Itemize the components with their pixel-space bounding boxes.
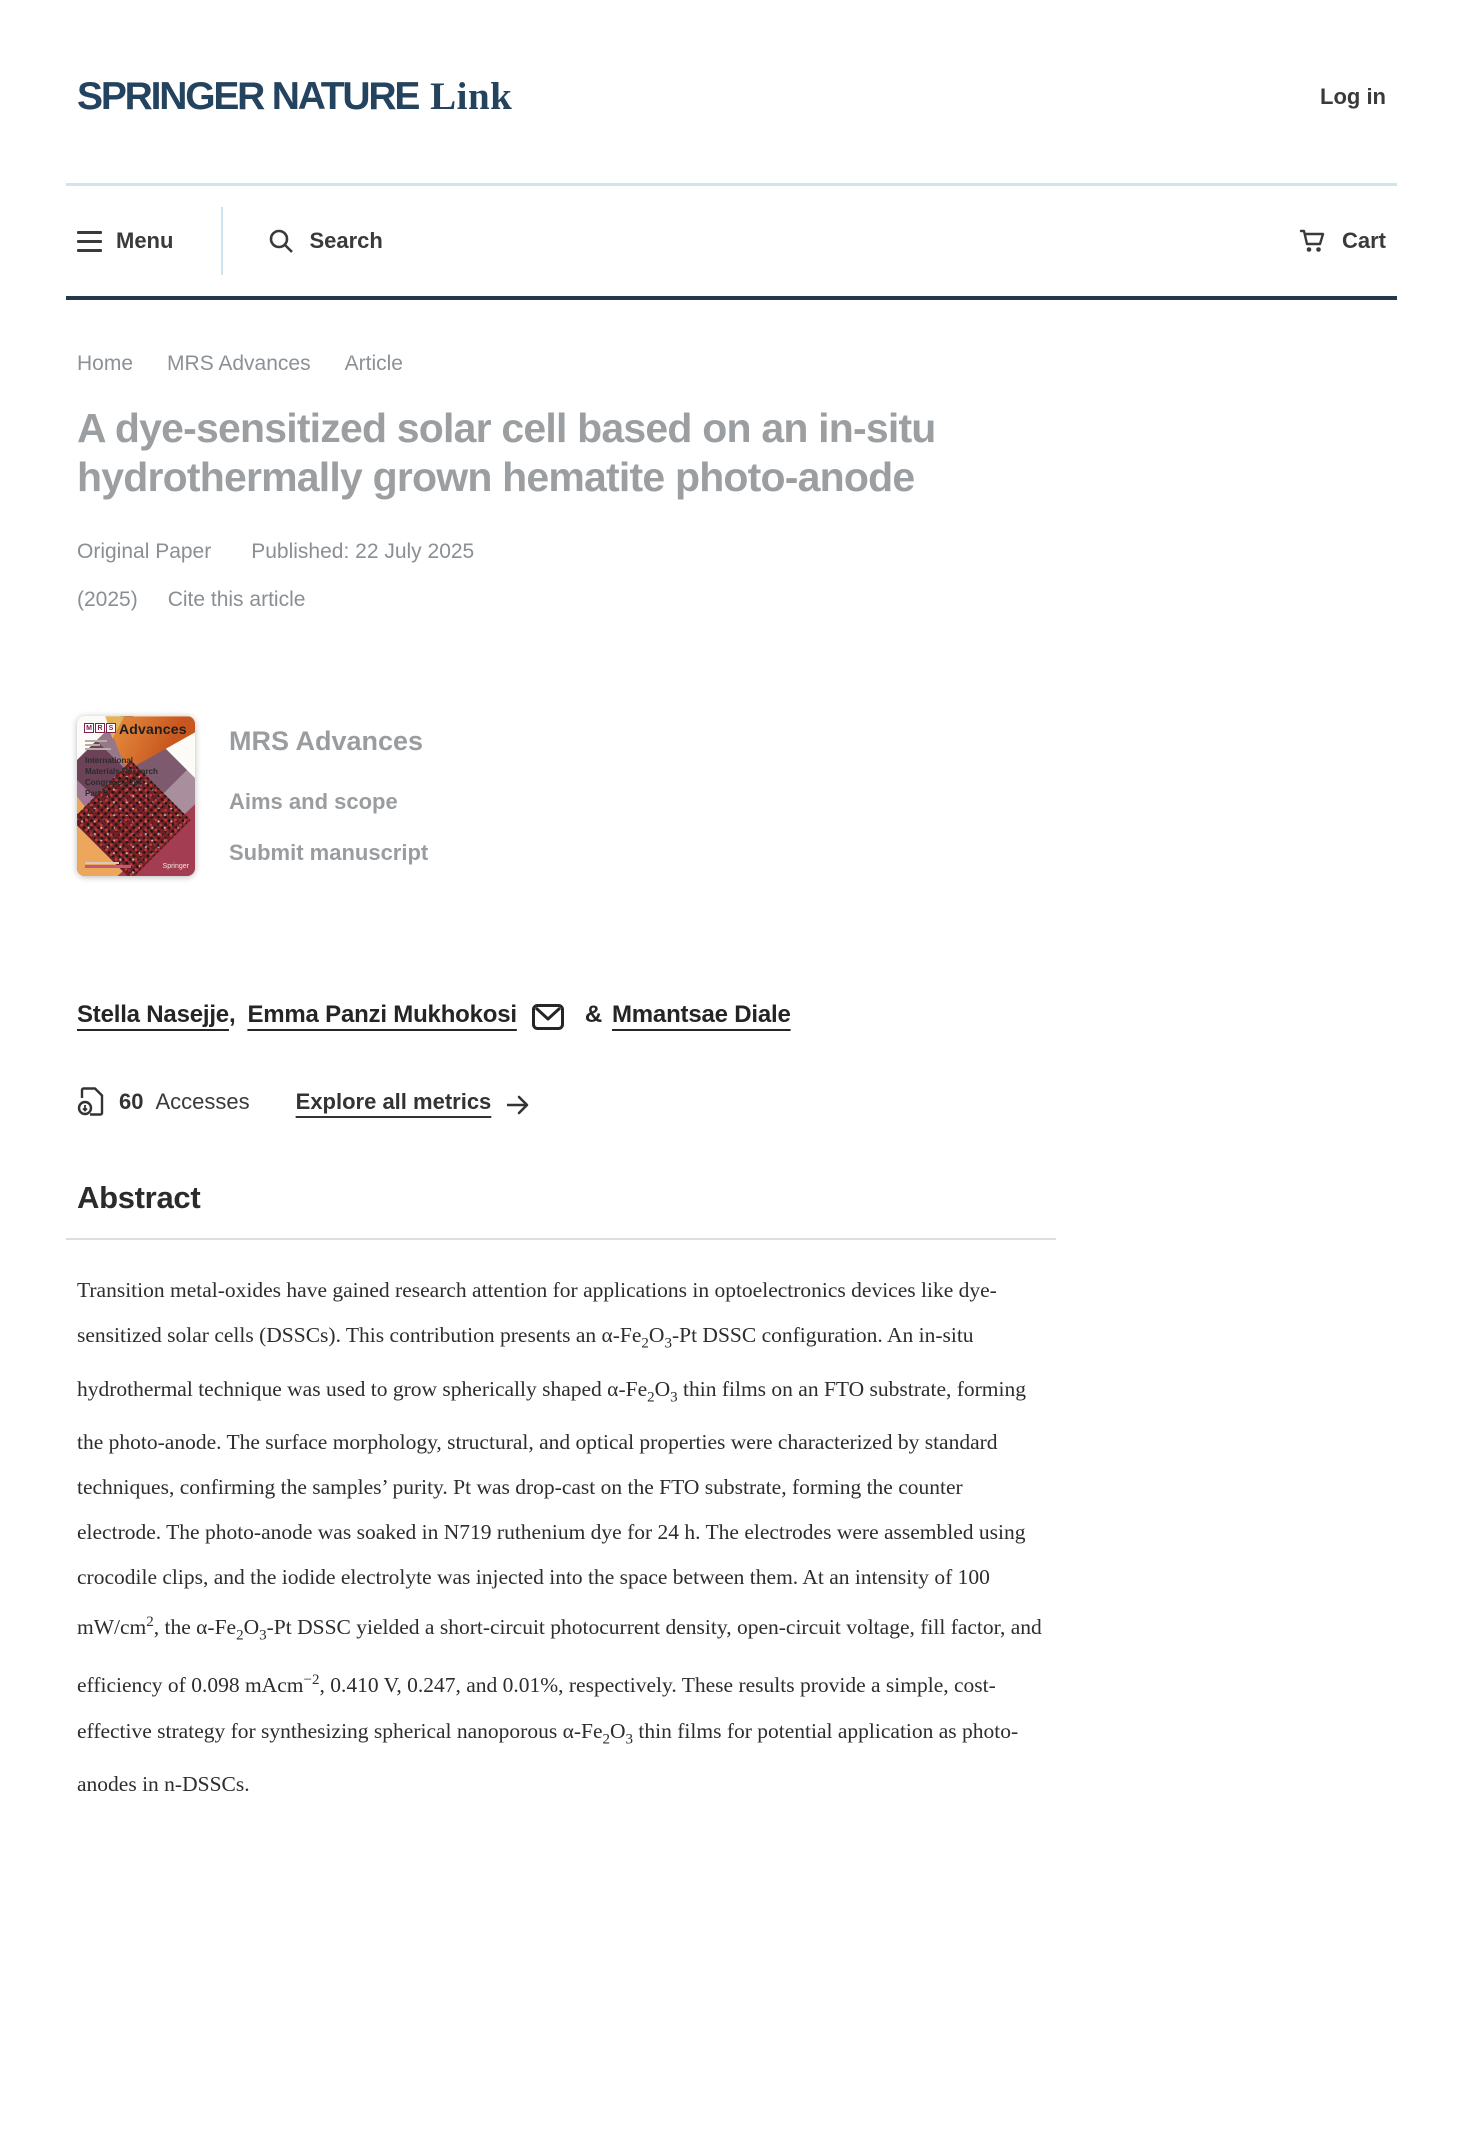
author-link-1[interactable]: Stella Nasejje (77, 1001, 229, 1029)
accesses-label: Accesses (155, 1089, 250, 1115)
logo-link: Link (430, 75, 513, 118)
submit-manuscript-link[interactable]: Submit manuscript (229, 840, 429, 866)
cart-icon (1298, 227, 1328, 255)
metrics-row (66, 1086, 1397, 1118)
journal-name-link[interactable]: MRS Advances (229, 726, 424, 757)
abstract-heading: Abstract (77, 1180, 201, 1216)
page-title-line1: A dye-sensitized solar cell based on an in-situ (77, 405, 936, 451)
breadcrumb-home[interactable]: Home (77, 352, 134, 375)
abstract-text: Transition metal-oxides have gained research attention for applications in optoelectronics devices like dye-sensitized solar cells (DSSCs). This contribution presents an $\alpha-Fe_2O_3-Pt$ DSSC configuration. An in-situ hydrothermal technique was used to grow spherically shaped $\alpha-Fe_2O_3$ thin films on an FTO substrate, forming the photo-anode. The surface morphology, structural, and optical properties were characterized by standard techniques, confirming the samples’ purity. Pt was drop-cast on the FTO substrate, forming the counter electrode. The photo-anode was soaked in N719 ruthenium dye for 24 h. The electrodes were assembled using crocodile clips, and the iodide electrolyte was injected into the space between them. At an intensity of 100 $mW/cm^2$, the $\alpha-Fe_2O_3-Pt$ DSSC yielded a short-circuit photocurrent density, open-circuit voltage, fill factor, and efficiency of 0.098 mAcm$^{-2}$, 0.410 V, 0.247, and 0.01%, respectively. These results provide a simple, cost-effective strategy for synthesizing spherical nanoporous $\alpha-Fe_2O_3$ thin films for potential application as photo-anodes in n-DSSCs. (77, 1278, 1042, 1796)
author-separator: , (228, 1001, 236, 1029)
article-type: Original Paper (77, 540, 212, 564)
search-icon (267, 227, 295, 255)
cart-label: Cart (1341, 228, 1386, 253)
logo-springer-nature: SPRINGER NATURE (77, 75, 419, 118)
email-icon[interactable] (531, 1002, 565, 1032)
author-ampersand: & (584, 1001, 602, 1029)
aims-and-scope-link[interactable]: Aims and scope (229, 789, 398, 815)
site-header (66, 74, 1397, 119)
breadcrumb-article[interactable]: Article (344, 352, 403, 375)
breadcrumb (66, 352, 1397, 376)
authors-row (66, 1000, 1397, 1030)
accesses-icon (77, 1086, 105, 1118)
menu-button[interactable] (77, 228, 173, 254)
abstract-divider (66, 1238, 1056, 1240)
article-meta-row (66, 540, 1397, 564)
journal-cover-image[interactable] (77, 716, 195, 876)
cover-society-line (85, 865, 131, 868)
page-title (66, 404, 1106, 502)
explore-all-metrics-link[interactable]: Explore all metrics (295, 1089, 492, 1115)
cover-mrs-logo: M R S (84, 723, 116, 733)
search-button[interactable] (267, 227, 382, 255)
cite-article-link[interactable]: Cite this article (167, 588, 306, 612)
cover-publication-line (85, 862, 119, 864)
article-meta-row-2 (66, 588, 1397, 612)
search-label: Search (309, 228, 383, 253)
menu-bottom-divider (66, 296, 1397, 300)
journal-block (66, 716, 1397, 876)
menu-bar (66, 186, 1397, 296)
accesses-count: 60 (119, 1089, 144, 1115)
hamburger-icon (77, 231, 102, 252)
cover-springer-mark: Springer (162, 863, 189, 871)
cover-issue-title: International Materials Research Congress 2024, Part B (85, 756, 158, 798)
article-year: (2025) (77, 588, 138, 612)
cover-masthead: Advances (119, 721, 187, 738)
cart-button[interactable] (1298, 227, 1386, 255)
menu-divider (221, 207, 223, 275)
breadcrumb-journal[interactable]: MRS Advances (167, 352, 311, 375)
published-date: Published: 22 July 2025 (251, 540, 475, 564)
login-button[interactable]: Log in (1320, 83, 1386, 109)
menu-label: Menu (116, 228, 174, 253)
author-link-2[interactable]: Emma Panzi Mukhokosi (247, 1001, 517, 1029)
page-title-line2: hydrothermally grown hematite photo-anode (77, 454, 915, 501)
springer-nature-logo[interactable] (77, 74, 512, 119)
right-arrow-icon (505, 1094, 531, 1116)
author-link-3[interactable]: Mmantsae Diale (611, 1001, 791, 1029)
